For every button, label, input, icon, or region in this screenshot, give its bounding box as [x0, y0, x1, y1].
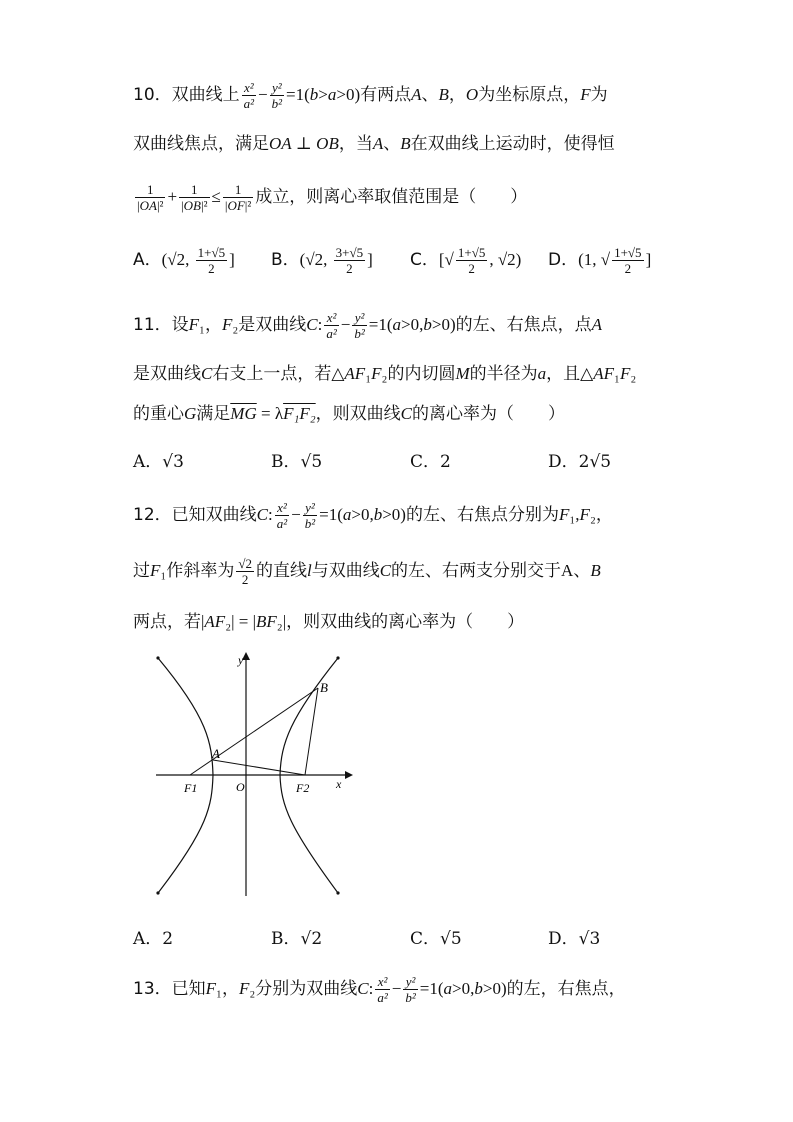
x-axis-arrow: [345, 771, 353, 779]
line-a-f2: [213, 760, 305, 775]
q10-option-c: C．[√ $\frac{1+√5}{2}$ , √2): [410, 245, 522, 276]
q10-line-3: $\frac{1}{\text{|OA|²}}$ + $\frac{1}{\text{|OB|²}}$ ≤ $\frac{1}{\text{|OF|²}}$ 成立，则离心率取值范围是（ ）: [137, 182, 528, 213]
q12-line-1: 12．已知双曲线C: $\frac{\text{x²}}{\text{a²}}$ − $\frac{\text{y²}}{\text{b²}}$ =1(a>0,b>0)的左、右焦点分别为F₁,F₂，: [133, 500, 613, 531]
q11-line-3: 的重心G满足$\overline{MG} = \lambda F_1F_2$，则双曲线C的离心率为（ ）: [133, 404, 566, 424]
q11-option-a: A．√3: [133, 452, 184, 472]
q10-option-a: A．(√2, $\frac{1+√5}{2}$ ]: [133, 245, 235, 276]
q13-line-1: 13．已知F₁，F₂分别为双曲线C: $\frac{\text{x²}}{\text{a²}}$ − $\frac{\text{y²}}{\text{b²}}$ =1(a>0,b>0)的左，右焦点，: [133, 974, 626, 1005]
q10-line-2: 双曲线焦点，满足OA ⊥ OB，当A、B在双曲线上运动时，使得恒: [133, 134, 615, 154]
label-y: y: [238, 653, 244, 667]
q11-option-c: C．2: [410, 452, 451, 472]
label-b: B: [320, 680, 328, 695]
q12-option-d: D．√3: [548, 929, 601, 949]
q12-line-3: 两点，若|AF₂| = |BF₂|，则双曲线的离心率为（ ）: [133, 612, 525, 632]
label-a: A: [212, 746, 220, 761]
q11-option-d: D．2√5: [548, 452, 612, 472]
label-f1: F1: [184, 781, 198, 795]
q10-option-b: B．(√2, $\frac{3+√5}{2}$ ]: [271, 245, 373, 276]
q12-option-a: A．2: [133, 929, 174, 949]
q11-line-1: 11．设F₁，F₂是双曲线C: $\frac{\text{x²}}{\text{a²}}$ − $\frac{\text{y²}}{\text{b²}}$ =1(a>0,b>0)的左、右焦点，点A: [133, 310, 603, 341]
q12-option-c: C．√5: [410, 929, 462, 949]
q11-line-2: 是双曲线C右支上一点，若△AF₁F₂的内切圆M的半径为a，且△AF₁F₂: [133, 364, 637, 384]
q12-line-2: 过F₁作斜率为 $\frac{√2}{2}$ 的直线l与双曲线C的左、右两支分别交于A、B: [133, 556, 601, 587]
q11-option-b: B．√5: [271, 452, 323, 472]
q10-option-d: D．(1, √ $\frac{1+√5}{2}$ ]: [548, 245, 652, 276]
hyperbola-figure: [150, 648, 360, 898]
q10-line-1: 10．双曲线上 $\frac{\text{x²}}{\text{a²}}$ − $\frac{\text{y²}}{\text{b²}}$ =1(b>a>0)有两点A、B，O为坐标原点，F为: [133, 80, 608, 111]
line-f1-b: [190, 688, 318, 775]
label-x: x: [336, 777, 342, 791]
label-f2: F2: [296, 781, 310, 795]
q12-option-b: B．√2: [271, 929, 323, 949]
label-o: O: [236, 780, 245, 794]
